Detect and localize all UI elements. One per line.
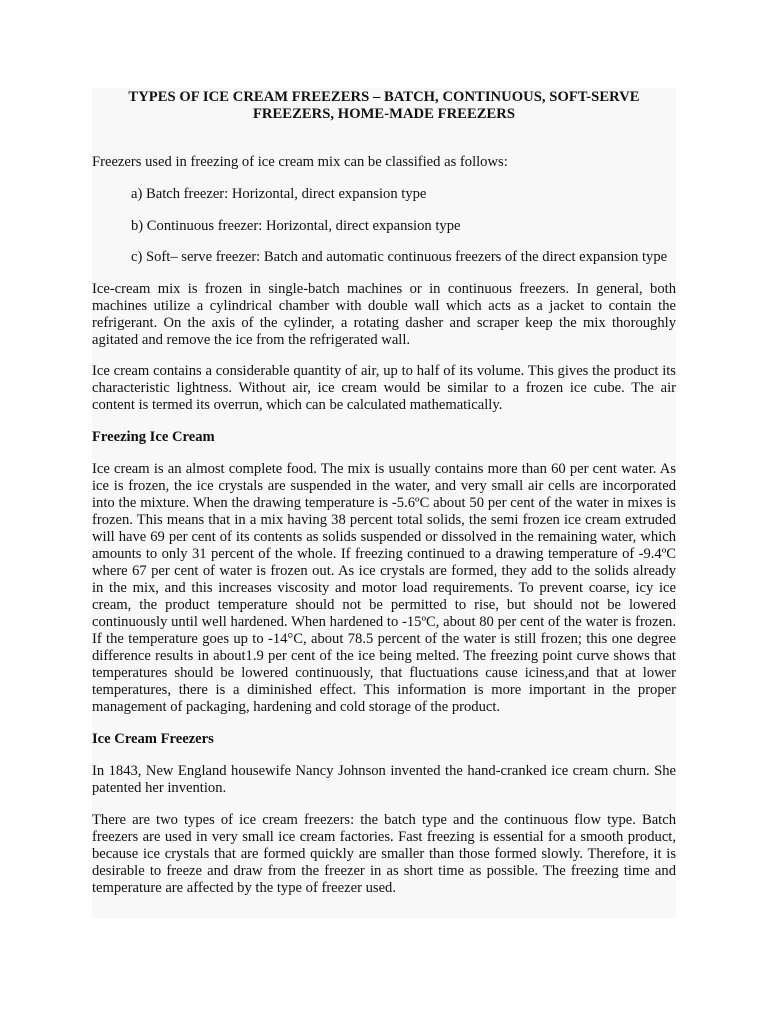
paragraph-freezing-machines: Ice-cream mix is frozen in single-batch machines or in continuous freezers. In general, both machines utilize a cylindrical chamber with double wall which acts as a jacket to contain the refrigerant. On the axis of the cylinder, a rotating dasher and scraper keep the mix thoroughly agitated and remove the ice from the refrigerated wall. [92,281,676,348]
paragraph-air-content: Ice cream contains a considerable quantity of air, up to half of its volume. This gives the product its characteristic lightness. Without air, ice cream would be similar to a frozen ice cube. The air content is termed its overrun, which can be calculated mathematically. [92,363,676,413]
list-item-soft-serve-freezer: c) Soft– serve freezer: Batch and automatic continuous freezers of the direct expansion type [131,249,668,265]
intro-paragraph: Freezers used in freezing of ice cream mix can be classified as follows: [92,154,508,170]
document-title: TYPES OF ICE CREAM FREEZERS – BATCH, CONTINUOUS, SOFT-SERVE FREEZERS, HOME-MADE FREEZERS [128,89,640,122]
paragraph-history: In 1843, New England housewife Nancy Johnson invented the hand-cranked ice cream churn. She patented her invention. [92,763,676,796]
document-page [92,88,676,918]
list-item-batch-freezer: a) Batch freezer: Horizontal, direct expansion type [131,186,427,202]
paragraph-freezer-types: There are two types of ice cream freezers: the batch type and the continuous flow type. Batch freezers are used in very small ice cream factories. Fast freezing is essential for a smooth product, because ice crystals that are formed quickly are smaller than those formed slowly. Therefore, it is desirable to freeze and draw from the freezer in as short time as possible. The freezing time and temperature are affected by the type of freezer used. [92,812,676,896]
paragraph-freezing-process: Ice cream is an almost complete food. The mix is usually contains more than 60 per cent water. As ice is frozen, the ice crystals are suspended in the water, and very small air cells are incorporated into the mixture. When the drawing temperature is -5.6ºC about 50 per cent of the water in mixes is frozen. This means that in a mix having 38 percent total solids, the semi frozen ice cream extruded will have 69 per cent of its contents as solids suspended or dissolved in the remaining water, which amounts to only 31 percent of the whole. If freezing continued to a drawing temperature of -9.4ºC where 67 per cent of water is frozen out. As ice crystals are formed, they add to the solids already in the mix, and this increases viscosity and motor load requirements. To prevent coarse, icy ice cream, the product temperature should not be permitted to rise, but should not be lowered continuously until well hardened. When hardened to -15ºC, about 80 per cent of the water is frozen. If the temperature goes up to -14°C, about 78.5 percent of the water is still frozen; this one degree difference results in about1.9 per cent of the ice being melted. The freezing point curve shows that temperatures should be lowered continuously, that fluctuations cause iciness,and that at lower temperatures, there is a diminished effect. This information is more important in the proper management of packaging, hardening and cold storage of the product. [92,461,676,715]
section-heading-freezing-ice-cream: Freezing Ice Cream [92,429,215,445]
list-item-continuous-freezer: b) Continuous freezer: Horizontal, direct expansion type [131,218,461,234]
section-heading-ice-cream-freezers: Ice Cream Freezers [92,731,214,747]
